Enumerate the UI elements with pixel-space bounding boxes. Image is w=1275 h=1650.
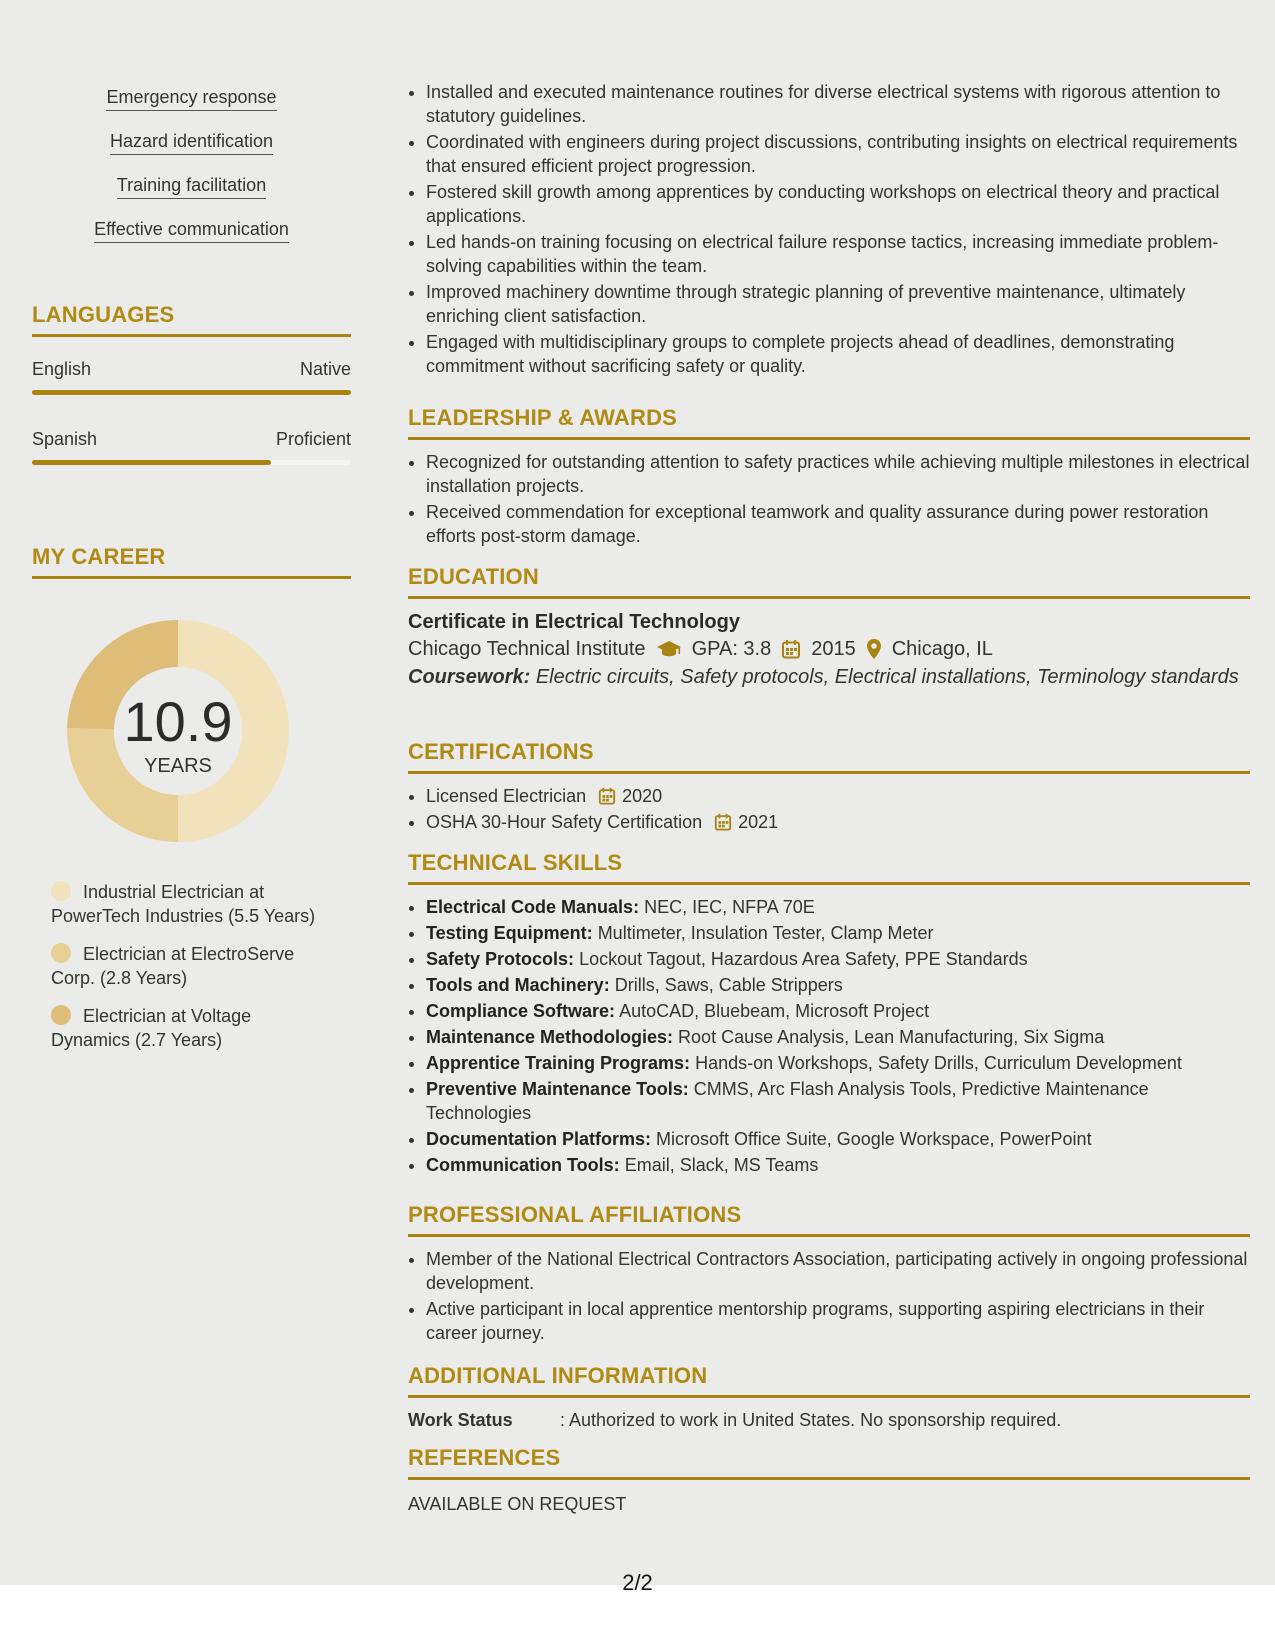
leadership-heading: LEADERSHIP & AWARDS [408, 405, 1250, 440]
certifications-heading: CERTIFICATIONS [408, 739, 1250, 774]
education-school: Chicago Technical Institute [408, 638, 646, 660]
additional-info-section [408, 1363, 1250, 1432]
technical-skill-item [426, 1127, 1250, 1151]
certification-name: • OSHA 30-Hour Safety Certification [426, 812, 703, 832]
career-years-unit: YEARS [144, 755, 212, 777]
languages-heading: LANGUAGES [32, 302, 351, 337]
education-degree: Certificate in Electrical Technology [408, 611, 740, 633]
experience-bullet: • Engaged with multidisciplinary groups to complete projects ahead of deadlines, demonstrating commitment without sacrificing safety or quality. [426, 330, 1250, 378]
legend-dot [51, 943, 71, 963]
graduation-cap-icon [656, 639, 682, 659]
work-status-value: : Authorized to work in United States. No sponsorship required. [560, 1410, 1062, 1430]
education-location: Chicago, IL [891, 638, 993, 660]
experience-bullet: • Fostered skill growth among apprentices by conducting workshops on electrical theory and practical applications. [426, 180, 1250, 228]
career-legend-item [51, 1004, 321, 1052]
career-legend-item [51, 942, 321, 990]
certification-item [426, 784, 1250, 808]
technical-skill-value: Drills, Saws, Cable Strippers [614, 975, 843, 995]
technical-skill-item [426, 895, 1250, 919]
affiliations-section [408, 1202, 1250, 1347]
skill-item: Emergency response [106, 86, 276, 111]
skill-list [32, 86, 351, 262]
education-details [408, 635, 1250, 663]
experience-bullet: • Improved machinery downtime through strategic planning of preventive maintenance, ultimately enriching client satisfaction. [426, 280, 1250, 328]
technical-skill-item [426, 999, 1250, 1023]
references-text: AVAILABLE ON REQUEST [408, 1494, 627, 1514]
education-heading: EDUCATION [408, 564, 1250, 599]
education-section [408, 564, 1250, 689]
experience-bullet: • Installed and executed maintenance routines for diverse electrical systems with rigorous attention to statutory guidelines. [426, 80, 1250, 128]
calendar-icon [781, 639, 801, 659]
skill-item: Training facilitation [117, 174, 266, 199]
affiliations-heading: PROFESSIONAL AFFILIATIONS [408, 1202, 1250, 1237]
language-level: Native [299, 359, 351, 379]
technical-skill-value: Lockout Tagout, Hazardous Area Safety, PPE Standards [579, 949, 1028, 969]
skill-item: Hazard identification [110, 130, 273, 155]
career-donut-chart [67, 620, 289, 842]
affiliation-bullet: • Active participant in local apprentice mentorship programs, supporting aspiring electricians in their career journey. [426, 1297, 1250, 1345]
technical-skill-item [426, 1025, 1250, 1049]
technical-skill-label: Communication Tools: [426, 1155, 620, 1175]
career-total-years: 10.9 [123, 690, 233, 753]
technical-skill-label: Tools and Machinery: [426, 975, 610, 995]
technical-skill-value: Email, Slack, MS Teams [624, 1155, 819, 1175]
technical-skill-value: AutoCAD, Bluebeam, Microsoft Project [619, 1001, 930, 1021]
calendar-icon [714, 813, 732, 831]
page-number: 2/2 [622, 1570, 653, 1595]
references-section [408, 1445, 1250, 1516]
references-heading: REFERENCES [408, 1445, 1250, 1480]
leadership-section [408, 405, 1250, 550]
technical-skill-label: Documentation Platforms: [426, 1129, 652, 1149]
technical-skill-label: Maintenance Methodologies: [426, 1027, 674, 1047]
experience-bullets [408, 80, 1250, 380]
technical-skill-item [426, 921, 1250, 945]
technical-skill-label: Safety Protocols: [426, 949, 575, 969]
technical-skill-item [426, 1077, 1250, 1125]
experience-bullet: • Coordinated with engineers during project discussions, contributing insights on electrical requirements that ensured efficient project progression. [426, 130, 1250, 178]
technical-skill-value: Hands-on Workshops, Safety Drills, Curriculum Development [695, 1053, 1182, 1073]
language-name: Spanish [32, 429, 98, 449]
education-coursework [408, 665, 1250, 689]
skill-item: Effective communication [94, 218, 289, 243]
legend-label: Industrial Electrician at PowerTech Industries (5.5 Years) [51, 882, 316, 926]
experience-bullet: • Led hands-on training focusing on electrical failure response tactics, increasing immediate problem-solving capabilities within the team. [426, 230, 1250, 278]
education-gpa: GPA: 3.8 [691, 638, 772, 660]
technical-skill-label: Apprentice Training Programs: [426, 1053, 691, 1073]
language-bar-fill [32, 460, 271, 465]
language-bar [32, 390, 351, 395]
location-pin-icon [866, 638, 882, 660]
legend-dot [51, 1005, 71, 1025]
work-status-row [408, 1408, 1250, 1432]
leadership-bullet: • Recognized for outstanding attention to safety practices while achieving multiple milestones in electrical installation projects. [426, 450, 1250, 498]
work-status-label: Work Status [408, 1410, 513, 1430]
certification-year: 2021 [738, 812, 779, 832]
legend-label: Electrician at Voltage Dynamics (2.7 Years) [51, 1006, 252, 1050]
certification-year: 2020 [622, 786, 663, 806]
career-legend [51, 880, 321, 1066]
language-bar [32, 460, 351, 465]
coursework-label: Coursework: [408, 666, 531, 688]
career-heading: MY CAREER [32, 544, 351, 579]
certifications-section [408, 739, 1250, 836]
additional-info-heading: ADDITIONAL INFORMATION [408, 1363, 1250, 1398]
certification-name: • Licensed Electrician [426, 786, 587, 806]
technical-skill-value: Root Cause Analysis, Lean Manufacturing, Six Sigma [678, 1027, 1105, 1047]
affiliation-bullet: • Member of the National Electrical Contractors Association, participating actively in ongoing professional development. [426, 1247, 1250, 1295]
coursework-list: Electric circuits, Safety protocols, Electrical installations, Terminology standards [535, 666, 1239, 688]
technical-skill-value: NEC, IEC, NFPA 70E [644, 897, 815, 917]
technical-skill-value: Microsoft Office Suite, Google Workspace, PowerPoint [656, 1129, 1092, 1149]
legend-label: Electrician at ElectroServe Corp. (2.8 Years) [51, 944, 295, 988]
language-name: English [32, 359, 92, 379]
technical-skills-section [408, 850, 1250, 1179]
calendar-icon [598, 787, 616, 805]
career-legend-item [51, 880, 321, 928]
certification-item [426, 810, 1250, 834]
technical-skill-label: Electrical Code Manuals: [426, 897, 640, 917]
technical-skill-value: Multimeter, Insulation Tester, Clamp Meter [597, 923, 934, 943]
technical-skill-item [426, 1153, 1250, 1177]
technical-skill-item [426, 947, 1250, 971]
leadership-bullet: • Received commendation for exceptional teamwork and quality assurance during power restoration efforts post-storm damage. [426, 500, 1250, 548]
language-english [32, 358, 351, 395]
language-bar-fill [32, 390, 351, 395]
technical-skill-label: Compliance Software: [426, 1001, 616, 1021]
language-spanish [32, 428, 351, 465]
legend-dot [51, 881, 71, 901]
technical-skill-item [426, 973, 1250, 997]
technical-skill-label: Preventive Maintenance Tools: [426, 1079, 689, 1099]
technical-skill-value: CMMS, Arc Flash Analysis Tools, Predictive Maintenance Technologies [426, 1079, 1149, 1123]
technical-skill-item [426, 1051, 1250, 1075]
technical-skill-label: Testing Equipment: [426, 923, 593, 943]
language-level: Proficient [275, 429, 351, 449]
education-year: 2015 [811, 638, 856, 660]
technical-skills-heading: TECHNICAL SKILLS [408, 850, 1250, 885]
